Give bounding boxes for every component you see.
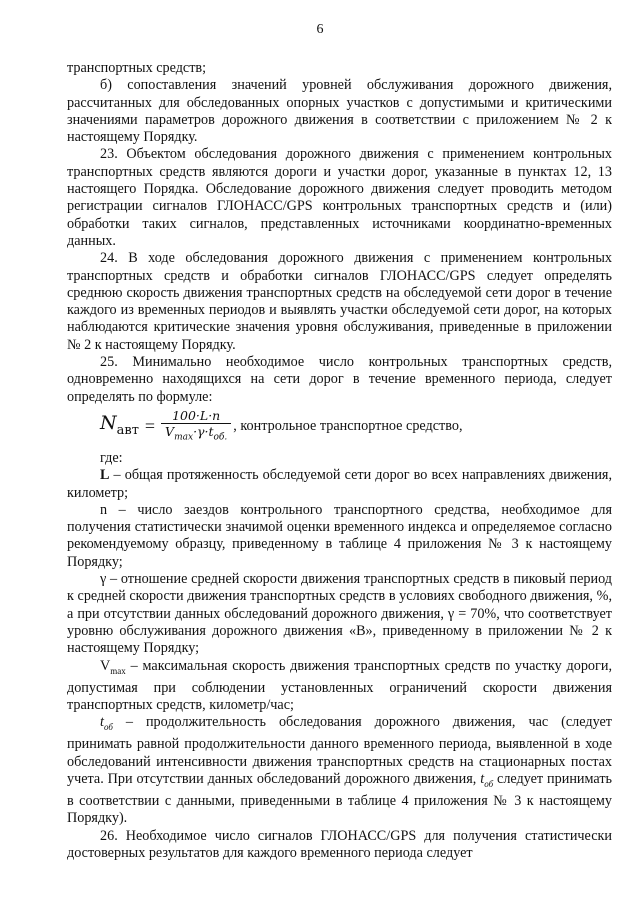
symbol-L: L — [100, 467, 110, 484]
formula-denominator: $V_{max}\cdot\gamma\cdot t_{об.}$ — [161, 423, 231, 446]
definition-gamma: γ – отношение средней скорости движения транспортных средств в пиковый период к средней скорости движения транспортных средств в условиях свободного движения, %, а при отсутствии данных обследований дорожного движения, γ = 70%, что соответствует уровню обслуживания дорожного движения «В», приведенному в приложении № 2 к настоящему Порядку; — [67, 571, 612, 657]
definition-n: n – число заездов контрольного транспортного средства, необходимое для получения статистически значимой оценки временного индекса и определяемое согласно рекомендуемому образцу, приведенному в таблице 4 приложения № 3 к настоящему Порядку; — [67, 501, 612, 570]
symbol-tob-inline: $t_{об}$ — [480, 770, 494, 789]
formula-unit-text: , контрольное транспортное средство, — [233, 418, 463, 435]
formula-equals: = — [144, 416, 156, 437]
paragraph-26: 26. Необходимое число сигналов ГЛОНАСС/GPS для получения статистически достоверных результатов для каждого временного периода следует — [67, 827, 612, 861]
symbol-vmax: $V_{max}$ — [100, 657, 126, 676]
document-body — [67, 60, 612, 862]
symbol-gamma: γ — [100, 571, 107, 588]
symbol-n: n — [100, 501, 108, 518]
formula-fraction — [161, 408, 231, 446]
page-number: 6 — [316, 22, 324, 37]
definition-tob: $t_{об}$ – продолжительность обследования дорожного движения, час (следует принимать равной продолжительности данного временного периода, выявленной в ходе обследований интенсивности движения транспортных средств на стационарных постах учета. При отсутствии данных обследований дорожного движения, $t_{об}$ следует принимать в соответствии с данными, приведенными в таблице 4 приложения № 3 к настоящему Порядку). — [67, 714, 612, 827]
formula-n-avt — [100, 408, 612, 446]
paragraph-where: где: — [100, 449, 123, 466]
paragraph-b: б) сопоставления значений уровней обслуживания дорожного движения, рассчитанных для обследованных опорных участков с допустимыми и критическими значениями параметров дорожного движения в соответствии с приложением № 2 к настоящему Порядку. — [67, 77, 612, 146]
formula-lhs: $N_{авт}$ — [100, 411, 139, 438]
definition-vmax: $V_{max}$ – максимальная скорость движения транспортных средств по участку дороги, допустимая при соблюдении установленных ограничений скорости движения транспортных средств, километр/час; — [67, 657, 612, 713]
symbol-tob: $t_{об}$ — [100, 714, 113, 733]
definition-L: L – общая протяженность обследуемой сети дорог во всех направлениях движения, километр; — [67, 467, 612, 501]
paragraph-24: 24. В ходе обследования дорожного движения с применением контрольных транспортных средств и обработки сигналов ГЛОНАСС/GPS следует определять среднюю скорость движения транспортных средств на обследуемой сети дорог в течение каждого из временных периодов и выявлять участки обследуемой сети дорог, на которых наблюдаются критические значения уровня обслуживания, приведенные в приложении № 2 к настоящему Порядку. — [67, 250, 612, 353]
paragraph-25: 25. Минимально необходимое число контрольных транспортных средств, одновременно находящихся на сети дорог в течение временного периода, следует определять по формуле: — [67, 354, 612, 405]
paragraph-23: 23. Объектом обследования дорожного движения с применением контрольных транспортных средств являются дороги и участки дорог, указанные в пунктах 12, 13 настоящего Порядка. Обследование дорожного движения следует проводить методом регистрации сигналов ГЛОНАСС/GPS контрольных транспортных средств и (или) обработки таких сигналов, представленных источниками координатно-временных данных. — [67, 146, 612, 249]
formula-numerator: 100·L·n — [172, 408, 221, 424]
paragraph-continuation: транспортных средств; — [67, 60, 207, 76]
